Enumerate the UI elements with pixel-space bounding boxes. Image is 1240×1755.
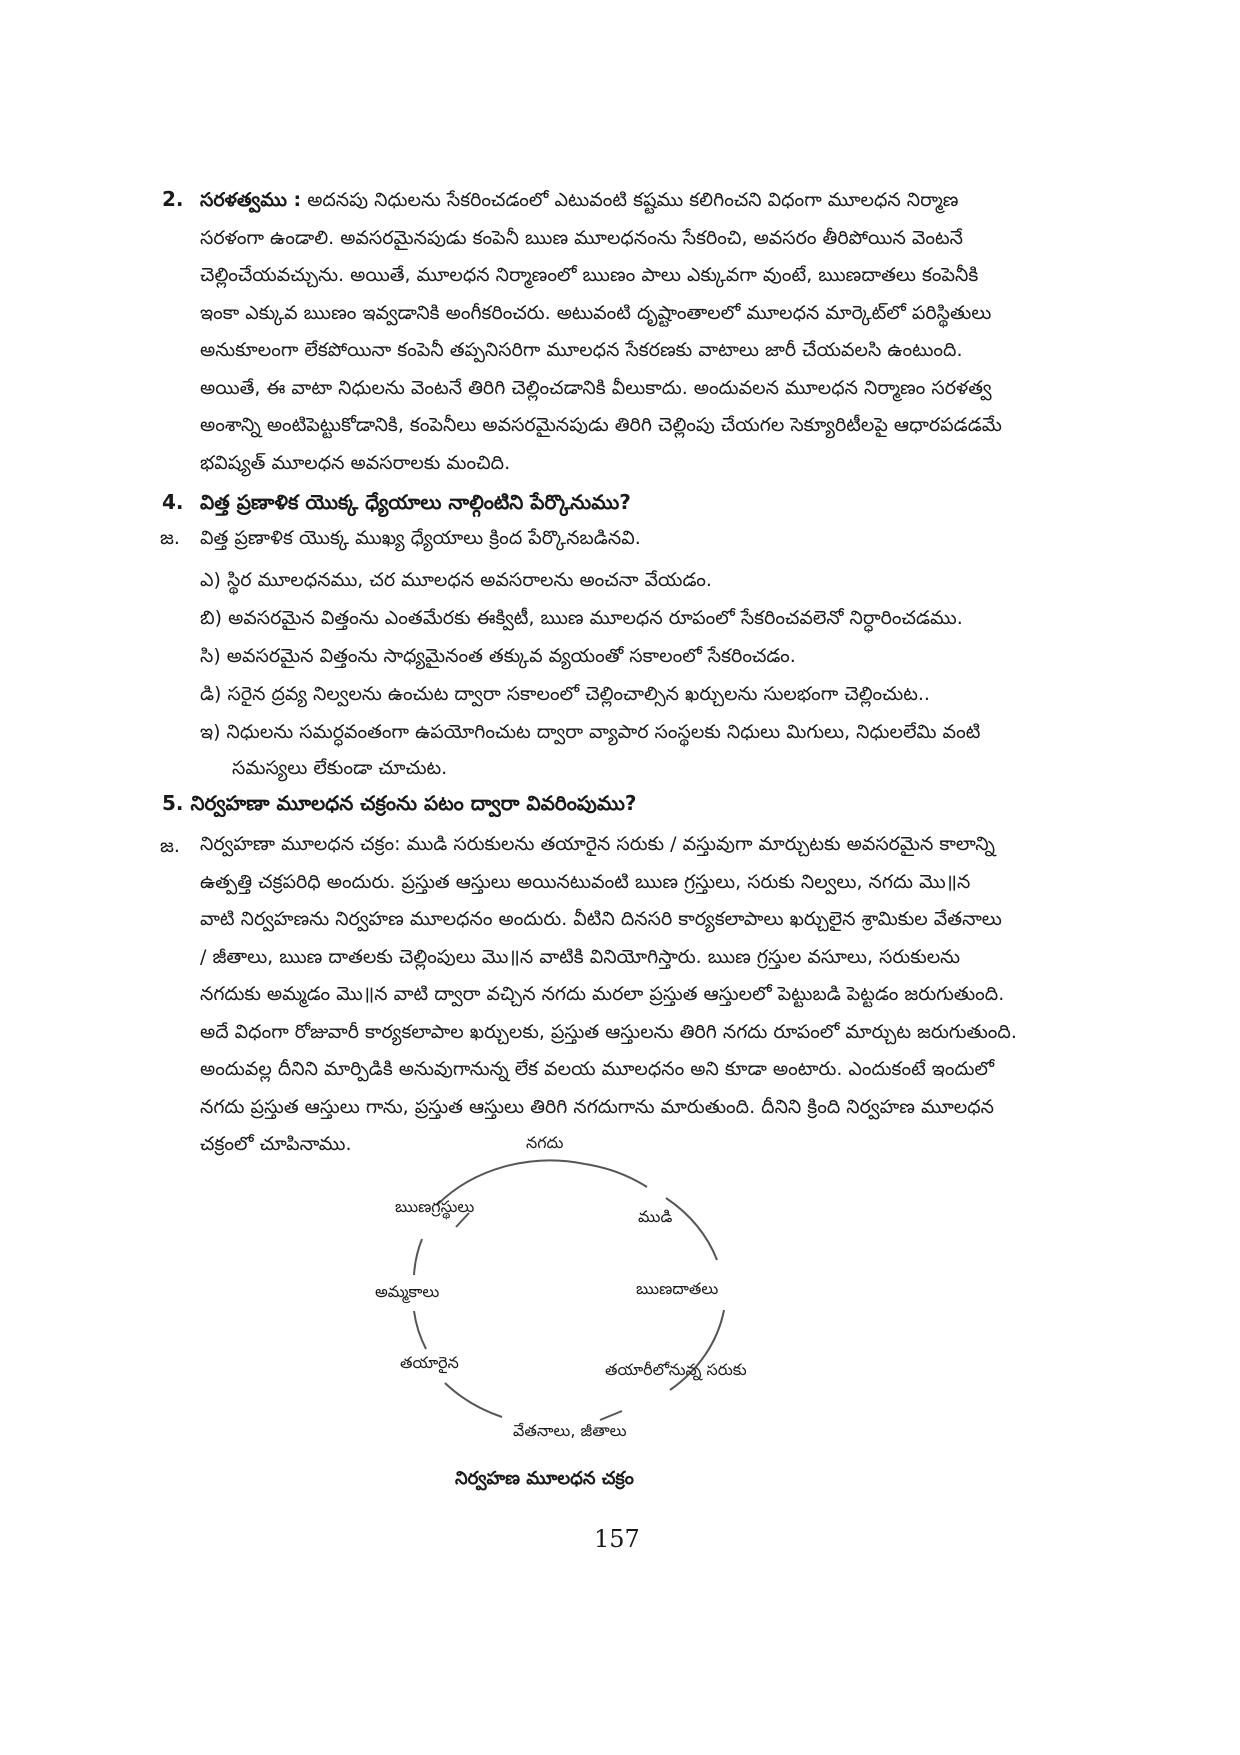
text-line: నిర్వహణా మూలధన చక్రం: ముడి సరుకులను తయారైన సరుకు / వస్తువుగా మార్చుటకు అవసరమైన కాలాన్ని — [200, 833, 996, 855]
arc-segment — [600, 1411, 622, 1420]
text-line: సరళత్వము : అదనపు నిధులను సేకరించడంలో ఎటువంటి కష్టము కలిగించని విధంగా మూలధన నిర్మాణ — [200, 189, 959, 211]
text-line: చక్రంలో చూపినాము. — [200, 1133, 352, 1155]
arc-segment — [445, 1383, 502, 1417]
answer-text: విత్త ప్రణాళిక యొక్క ముఖ్య ధ్యేయాలు క్రింద పేర్కొనబడినవి. — [200, 527, 641, 549]
text-line: నగదు ప్రస్తుత ఆస్తులు గాను, ప్రస్తుత ఆస్తులు తిరిగి నగదుగాను మారుతుంది. దీనిని క్రింది నిర్వహణ మూలధన — [200, 1095, 994, 1118]
list-item-continuation: సమస్యలు లేకుండా చూచుట. — [232, 757, 448, 779]
question-number: 4. — [162, 490, 184, 514]
cycle-arcs — [360, 1145, 820, 1465]
question-number: 5. — [162, 791, 184, 815]
text-line: భవిష్యత్ మూలధన అవసరాలకు మంచిది. — [200, 451, 511, 474]
arc-segment — [414, 1239, 422, 1275]
list-item: డి) సరైన ద్రవ్య నిల్వలను ఉంచుట ద్వారా సకాలంలో చెల్లించాల్సిన ఖర్చులను సులభంగా చెల్లించుట.. — [200, 683, 930, 705]
text-line: అనుకూలంగా లేకపోయినా కంపెనీ తప్పనిసరిగా మూలధన సేకరణకు వాటాలు జారీ చేయవలసి ఉంటుంది. — [200, 339, 963, 361]
cycle-label-creditors: ఋణదాతలు — [636, 1279, 719, 1298]
working-capital-cycle-diagram — [360, 1133, 820, 1495]
diagram-caption: నిర్వహణ మూలధన చక్రం — [455, 1468, 634, 1489]
page-number: 157 — [594, 1525, 640, 1553]
answer-prefix: జ. — [160, 835, 180, 857]
cycle-label-sales: అమ్మకాలు — [375, 1282, 440, 1301]
question-heading: విత్త ప్రణాళిక యొక్క ధ్యేయాలు నాల్గింటిని పేర్కొనుము? — [200, 490, 631, 514]
cycle-label-raw-material: ముడి — [638, 1207, 673, 1226]
answer-prefix: జ. — [160, 527, 180, 549]
cycle-label-wages: వేతనాలు, జీతాలు — [513, 1421, 627, 1440]
q5-answer-paragraph — [200, 826, 1090, 1164]
section2-paragraph — [200, 182, 1090, 482]
arc-segment — [585, 1164, 647, 1187]
text-line: అంశాన్ని అంటిపెట్టుకోడానికి, కంపెనీలు అవసరమైనపుడు తిరిగి చెల్లింపు చేయగల సెక్యూరిటీలపై ఆధారపడడమే — [200, 414, 1002, 436]
text-line: నగదుకు అమ్మడం మొ॥న వాటి ద్వారా వచ్చిన నగదు మరలా ప్రస్తుత ఆస్తులలో పెట్టుబడి పెట్టడం జరుగుతుంది. — [200, 983, 1005, 1005]
text-line: అయితే, ఈ వాటా నిధులను వెంటనే తిరిగి చెల్లించడానికి వీలుకాదు. అందువలన మూలధన నిర్మాణం సరళత్వ — [200, 376, 992, 399]
text-line: అందువల్ల దీనిని మార్పిడికి అనువుగానున్న లేక వలయ మూలధనం అని కూడా అంటారు. ఎందుకంటే ఇందులో — [200, 1058, 995, 1080]
cycle-label-finished-goods: తయారైన — [400, 1353, 459, 1372]
text-line: చెల్లించేయవచ్చును. అయితే, మూలధన నిర్మాణంలో ఋణం పాలు ఎక్కువగా వుంటే, ఋణదాతలు కంపెనీకి — [200, 264, 979, 286]
text-line: / జీతాలు, ఋణ దాతలకు చెల్లింపులు మొ॥న వాటికి వినియోగిస్తారు. ఋణ గ్రస్తుల వసూలు, సరుకులను — [200, 945, 961, 968]
text-line: ఇంకా ఎక్కువ ఋణం ఇవ్వడానికి అంగీకరించరు. అటువంటి దృష్టాంతాలలో మూలధన మార్కెట్‌లో పరిస్థితులు — [200, 301, 992, 324]
question-heading: 5. నిర్వహణా మూలధన చక్రంను పటం ద్వారా వివరింపుము? — [162, 791, 637, 815]
section-term: సరళత్వము : — [200, 189, 302, 211]
list-item: ఇ) నిధులను సమర్ధవంతంగా ఉపయోగించుట ద్వారా వ్యాపార సంస్థలకు నిధులు మిగులు, నిధులలేమి వంటి — [200, 721, 981, 743]
cycle-label-work-in-progress: తయారీలోనున్న సరుకు — [605, 1360, 747, 1379]
cycle-label-cash: నగదు — [526, 1133, 564, 1152]
arc-segment — [666, 1198, 717, 1260]
text-line: ఉత్పత్తి చక్రపరిధి అందురు. ప్రస్తుత ఆస్తులు అయినటువంటి ఋణ గ్రస్తులు, సరుకు నిల్వలు, నగదు మొ॥న — [200, 870, 971, 893]
text-line: సరళంగా ఉండాలి. అవసరమైనపుడు కంపెనీ ఋణ మూలధనంను సేకరించి, అవసరం తీరిపోయిన వెంటనే — [200, 226, 963, 249]
arc-segment — [414, 1311, 426, 1349]
list-item: సి) అవసరమైన విత్తంను సాధ్యమైనంత తక్కువ వ్యయంతో సకాలంలో సేకరించడం. — [200, 645, 796, 667]
list-item: బి) అవసరమైన విత్తంను ఎంతమేరకు ఈక్విటీ, ఋణ మూలధన రూపంలో సేకరించవలెనో నిర్ధారించడము. — [200, 607, 963, 629]
text-line: వాటి నిర్వహణను నిర్వహణ మూలధనం అందురు. వీటిని దినసరి కార్యకలాపాలు ఖర్చులైన శ్రామికుల వేతనాలు — [200, 908, 1002, 930]
section-number: 2. — [162, 187, 184, 211]
text-line: అదే విధంగా రోజువారీ కార్యకలాపాల ఖర్చులకు, ప్రస్తుత ఆస్తులను తిరిగి నగదు రూపంలో మార్చుట జరుగుతుంది. — [200, 1020, 1017, 1043]
cycle-label-debtors: ఋణగ్రస్థులు — [395, 1197, 475, 1216]
list-item: ఎ) స్థిర మూలధనము, చర మూలధన అవసరాలను అంచనా వేయడం. — [200, 569, 712, 591]
